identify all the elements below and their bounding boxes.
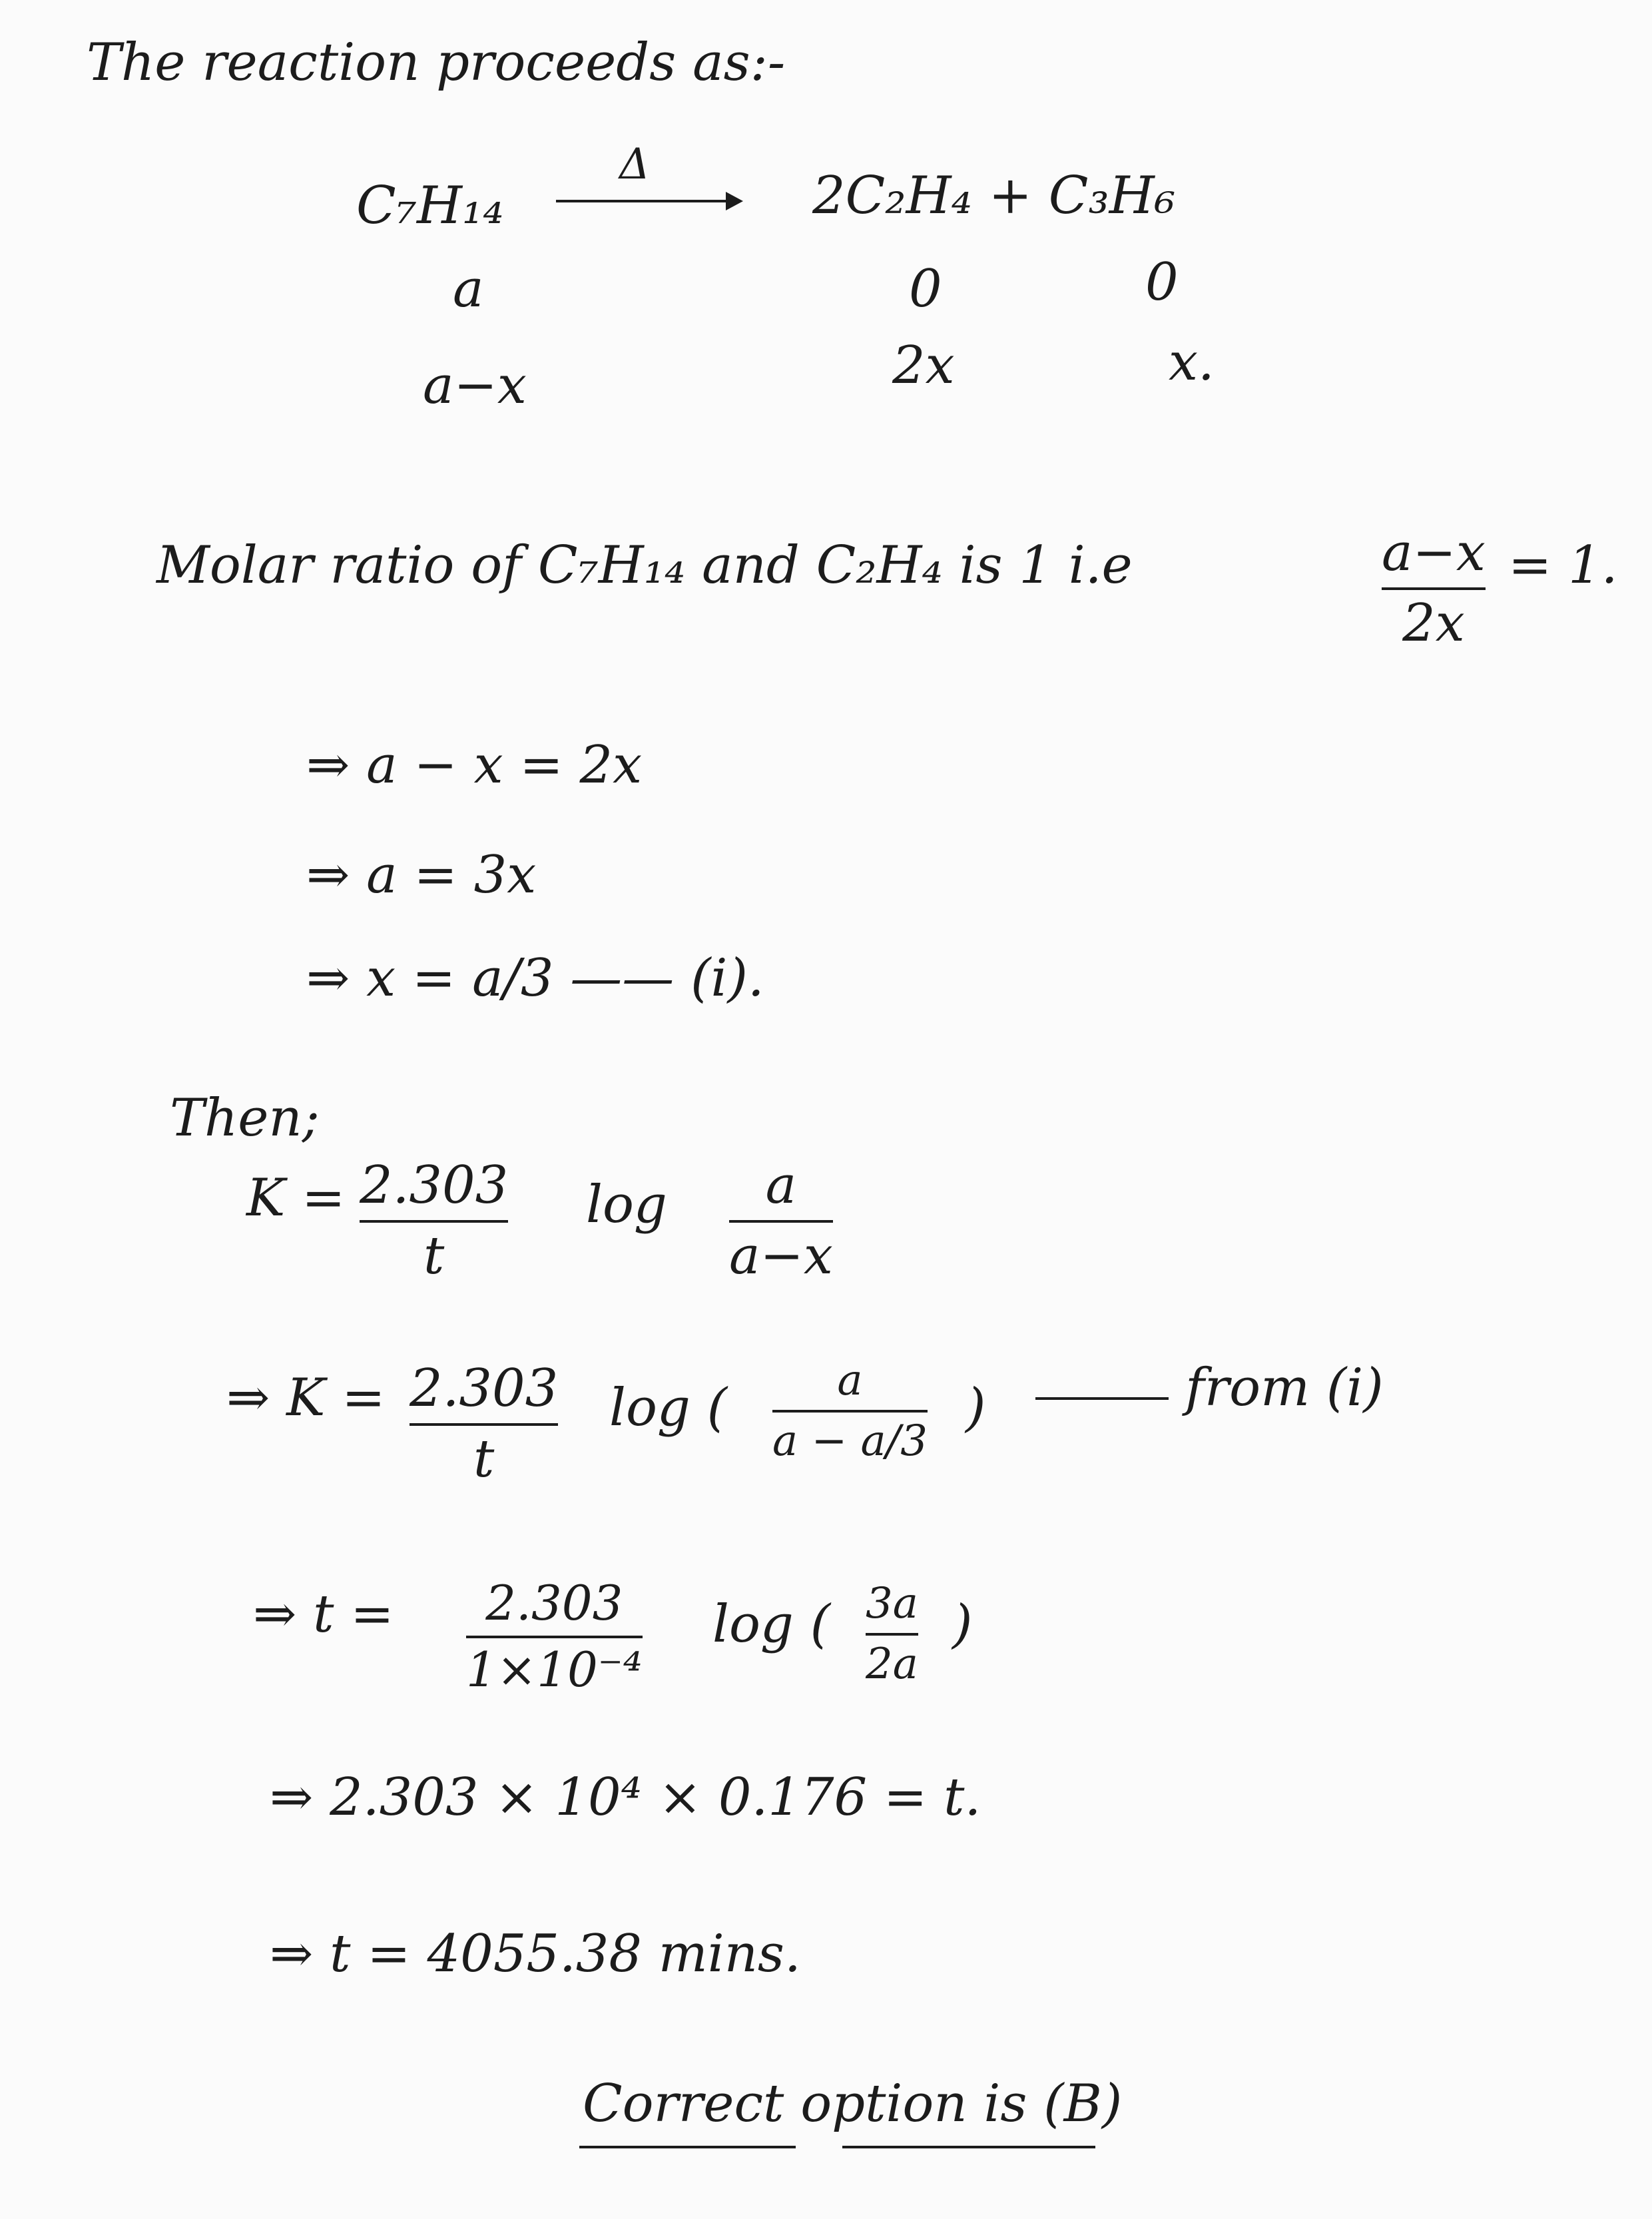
ratio-numerator: a−x: [1382, 523, 1486, 583]
then-label: Then;: [170, 1088, 320, 1148]
ksub-log: log (: [609, 1378, 728, 1438]
k-log-fraction: [729, 1155, 833, 1286]
calculation-line: ⇒ 2.303 × 10⁴ × 0.176 = t.: [270, 1767, 981, 1827]
k-log: log: [586, 1175, 667, 1235]
intro-text: The reaction proceeds as:-: [87, 33, 786, 93]
ratio-denominator: 2x: [1402, 593, 1465, 653]
answer-text: Correct option is (B): [583, 2074, 1123, 2134]
t-coefficient-fraction: [466, 1575, 643, 1698]
fraction-bar: [410, 1423, 558, 1426]
t-log: log (: [712, 1594, 831, 1654]
ksub-coefficient-fraction: [410, 1359, 559, 1489]
ksub-numerator: 2.303: [410, 1359, 559, 1419]
fraction-bar: [866, 1633, 918, 1636]
k-log-denominator: a−x: [729, 1225, 833, 1286]
fraction-bar: [729, 1220, 833, 1223]
step-1: ⇒ a − x = 2x: [306, 735, 643, 795]
k-denominator: t: [423, 1225, 445, 1286]
molar-ratio-text: Molar ratio of C₇H₁₄ and C₂H₄ is 1 i.e: [156, 535, 1133, 595]
from-dash: [1035, 1397, 1169, 1400]
fraction-bar: [1382, 587, 1486, 590]
t-log-numerator: 3a: [866, 1579, 918, 1628]
ksub-log-fraction: [772, 1356, 928, 1466]
final-reactant: a−x: [423, 356, 527, 416]
fraction-bar: [360, 1220, 508, 1223]
fraction-bar: [772, 1410, 928, 1413]
t-log-denominator: 2a: [866, 1640, 918, 1690]
result-line: ⇒ t = 4055.38 mins.: [270, 1924, 801, 1984]
initial-reactant: a: [453, 259, 484, 319]
answer-underline-1: [579, 2146, 796, 2148]
k-coefficient-fraction: [360, 1155, 509, 1286]
initial-product-1: 0: [909, 259, 942, 319]
ksub-log-numerator: a: [837, 1356, 863, 1405]
k-lhs: K =: [246, 1168, 346, 1228]
t-close-paren: ): [952, 1594, 973, 1654]
ksub-close-paren: ): [965, 1378, 986, 1438]
ksub-denominator: t: [473, 1428, 495, 1489]
k-log-numerator: a: [765, 1155, 797, 1215]
reaction-arrow: [556, 200, 736, 202]
k-numerator: 2.303: [360, 1155, 509, 1215]
ksub-log-denominator: a − a/3: [772, 1417, 928, 1466]
ksub-lhs: ⇒ K =: [226, 1368, 386, 1428]
from-note: from (i): [1185, 1358, 1384, 1418]
t-lhs: ⇒ t =: [253, 1584, 394, 1644]
reactant-formula: C₇H₁₄: [356, 176, 504, 236]
reaction-arrowhead: [726, 192, 743, 210]
step-3: ⇒ x = a/3 —— (i).: [306, 948, 764, 1008]
ratio-rhs: = 1.: [1508, 535, 1618, 595]
answer-underline-2: [842, 2146, 1095, 2148]
step-2: ⇒ a = 3x: [306, 845, 537, 905]
t-log-fraction: [866, 1579, 918, 1690]
fraction-bar: [466, 1636, 643, 1638]
t-numerator: 2.303: [485, 1575, 623, 1631]
final-product-1: 2x: [892, 336, 955, 396]
heat-symbol: Δ: [619, 140, 651, 189]
products-formula: 2C₂H₄ + C₃H₆: [812, 166, 1176, 226]
t-denominator: 1×10⁻⁴: [466, 1641, 643, 1698]
ratio-fraction: [1382, 523, 1486, 653]
final-product-2: x.: [1169, 332, 1215, 392]
initial-product-2: 0: [1145, 252, 1179, 312]
